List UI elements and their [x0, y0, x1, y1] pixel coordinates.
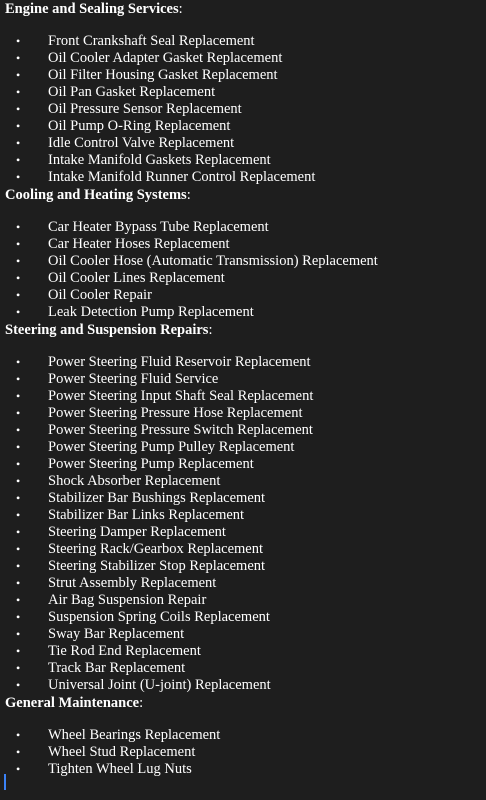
list-item-text: Steering Stabilizer Stop Replacement — [48, 558, 266, 574]
list-item — [5, 371, 486, 388]
heading-colon: : — [139, 695, 144, 711]
list-item — [5, 287, 486, 304]
bullet-icon: • — [16, 644, 21, 658]
list-item — [5, 270, 486, 287]
bullet-icon: • — [16, 288, 21, 302]
bullet-icon: • — [16, 508, 21, 522]
bullet-icon: • — [16, 389, 21, 403]
list-item — [5, 219, 486, 236]
list-item-text: Suspension Spring Coils Replacement — [48, 609, 270, 625]
list-item-text: Strut Assembly Replacement — [48, 575, 217, 591]
list-item — [5, 135, 486, 152]
list-item — [5, 592, 486, 609]
list-item-text: Intake Manifold Gaskets Replacement — [48, 152, 271, 168]
bullet-icon: • — [16, 745, 21, 759]
section-heading-engine — [5, 0, 486, 19]
heading-colon: : — [186, 187, 191, 203]
bullet-icon: • — [16, 457, 21, 471]
list-item-text: Stabilizer Bar Links Replacement — [48, 507, 245, 523]
list-item — [5, 490, 486, 507]
list-item — [5, 152, 486, 169]
list-item-text: Shock Absorber Replacement — [48, 473, 221, 489]
section-heading-steering — [5, 321, 486, 340]
list-item-text: Leak Detection Pump Replacement — [48, 304, 254, 320]
list-item — [5, 405, 486, 422]
list-item-text: Power Steering Pump Pulley Replacement — [48, 439, 295, 455]
bullet-icon: • — [16, 170, 21, 184]
bullet-icon: • — [16, 559, 21, 573]
list-item-text: Power Steering Pressure Hose Replacement — [48, 405, 303, 421]
list-item-text: Track Bar Replacement — [48, 660, 186, 676]
list-item — [5, 67, 486, 84]
document-body — [5, 0, 486, 778]
list-item — [5, 609, 486, 626]
list-item — [5, 422, 486, 439]
list-item — [5, 473, 486, 490]
heading-text: Steering and Suspension Repairs — [5, 322, 209, 338]
list-item — [5, 727, 486, 744]
list-item-text: Oil Pump O-Ring Replacement — [48, 118, 231, 134]
list-item — [5, 253, 486, 270]
bullet-icon: • — [16, 728, 21, 742]
list-item-text: Oil Pan Gasket Replacement — [48, 84, 216, 100]
list-item — [5, 643, 486, 660]
list-item-text: Front Crankshaft Seal Replacement — [48, 33, 255, 49]
list-item-text: Oil Pressure Sensor Replacement — [48, 101, 242, 117]
list-item-text: Power Steering Pressure Switch Replacement — [48, 422, 313, 438]
bullet-icon: • — [16, 593, 21, 607]
heading-colon: : — [208, 322, 213, 338]
list-item — [5, 50, 486, 67]
section-heading-general — [5, 694, 486, 713]
list-item — [5, 541, 486, 558]
list-item — [5, 744, 486, 761]
list-item-text: Car Heater Hoses Replacement — [48, 236, 230, 252]
text-cursor — [4, 774, 6, 790]
list-item-text: Car Heater Bypass Tube Replacement — [48, 219, 269, 235]
section-heading-cooling — [5, 186, 486, 205]
bullet-icon: • — [16, 576, 21, 590]
list-item — [5, 626, 486, 643]
list-item-text: Oil Cooler Hose (Automatic Transmission) Replacement — [48, 253, 378, 269]
list-item-text: Tighten Wheel Lug Nuts — [48, 761, 192, 777]
bullet-icon: • — [16, 271, 21, 285]
list-item-text: Power Steering Fluid Service — [48, 371, 219, 387]
list-item-text: Universal Joint (U-joint) Replacement — [48, 677, 271, 693]
list-engine — [5, 19, 486, 186]
list-item — [5, 575, 486, 592]
bullet-icon: • — [16, 542, 21, 556]
list-item — [5, 761, 486, 778]
list-item — [5, 524, 486, 541]
bullet-icon: • — [16, 34, 21, 48]
list-item — [5, 84, 486, 101]
bullet-icon: • — [16, 237, 21, 251]
bullet-icon: • — [16, 678, 21, 692]
bullet-icon: • — [16, 627, 21, 641]
list-item-text: Air Bag Suspension Repair — [48, 592, 207, 608]
bullet-icon: • — [16, 220, 21, 234]
list-item — [5, 660, 486, 677]
bullet-icon: • — [16, 85, 21, 99]
bullet-icon: • — [16, 372, 21, 386]
list-item — [5, 101, 486, 118]
list-item — [5, 439, 486, 456]
list-item — [5, 354, 486, 371]
list-item-text: Power Steering Input Shaft Seal Replacement — [48, 388, 314, 404]
list-item-text: Intake Manifold Runner Control Replacement — [48, 169, 316, 185]
list-item-text: Tie Rod End Replacement — [48, 643, 201, 659]
list-item-text: Steering Rack/Gearbox Replacement — [48, 541, 264, 557]
list-item-text: Power Steering Fluid Reservoir Replacement — [48, 354, 311, 370]
bullet-icon: • — [16, 51, 21, 65]
list-item-text: Idle Control Valve Replacement — [48, 135, 235, 151]
list-item-text: Power Steering Pump Replacement — [48, 456, 254, 472]
list-item-text: Sway Bar Replacement — [48, 626, 185, 642]
bullet-icon: • — [16, 525, 21, 539]
bullet-icon: • — [16, 136, 21, 150]
heading-text: General Maintenance — [5, 695, 140, 711]
bullet-icon: • — [16, 610, 21, 624]
list-general — [5, 713, 486, 778]
bullet-icon: • — [16, 491, 21, 505]
list-item — [5, 677, 486, 694]
bullet-icon: • — [16, 406, 21, 420]
list-cooling — [5, 205, 486, 321]
bullet-icon: • — [16, 423, 21, 437]
bullet-icon: • — [16, 153, 21, 167]
list-item-text: Oil Cooler Lines Replacement — [48, 270, 225, 286]
bullet-icon: • — [16, 355, 21, 369]
heading-text: Cooling and Heating Systems — [5, 187, 187, 203]
list-item — [5, 118, 486, 135]
bullet-icon: • — [16, 762, 21, 776]
list-item — [5, 33, 486, 50]
bullet-icon: • — [16, 68, 21, 82]
list-item — [5, 169, 486, 186]
bullet-icon: • — [16, 305, 21, 319]
list-item-text: Stabilizer Bar Bushings Replacement — [48, 490, 266, 506]
bullet-icon: • — [16, 474, 21, 488]
list-item-text: Oil Filter Housing Gasket Replacement — [48, 67, 278, 83]
bullet-icon: • — [16, 254, 21, 268]
list-item-text: Wheel Bearings Replacement — [48, 727, 221, 743]
bullet-icon: • — [16, 661, 21, 675]
list-item — [5, 304, 486, 321]
list-item-text: Oil Cooler Repair — [48, 287, 152, 303]
list-item — [5, 236, 486, 253]
list-item — [5, 507, 486, 524]
bullet-icon: • — [16, 102, 21, 116]
heading-colon: : — [178, 1, 183, 17]
bullet-icon: • — [16, 119, 21, 133]
list-item-text: Wheel Stud Replacement — [48, 744, 196, 760]
list-item — [5, 456, 486, 473]
list-item-text: Steering Damper Replacement — [48, 524, 226, 540]
heading-text: Engine and Sealing Services — [5, 1, 179, 17]
list-item — [5, 388, 486, 405]
list-steering — [5, 340, 486, 694]
list-item — [5, 558, 486, 575]
list-item-text: Oil Cooler Adapter Gasket Replacement — [48, 50, 283, 66]
bullet-icon: • — [16, 440, 21, 454]
